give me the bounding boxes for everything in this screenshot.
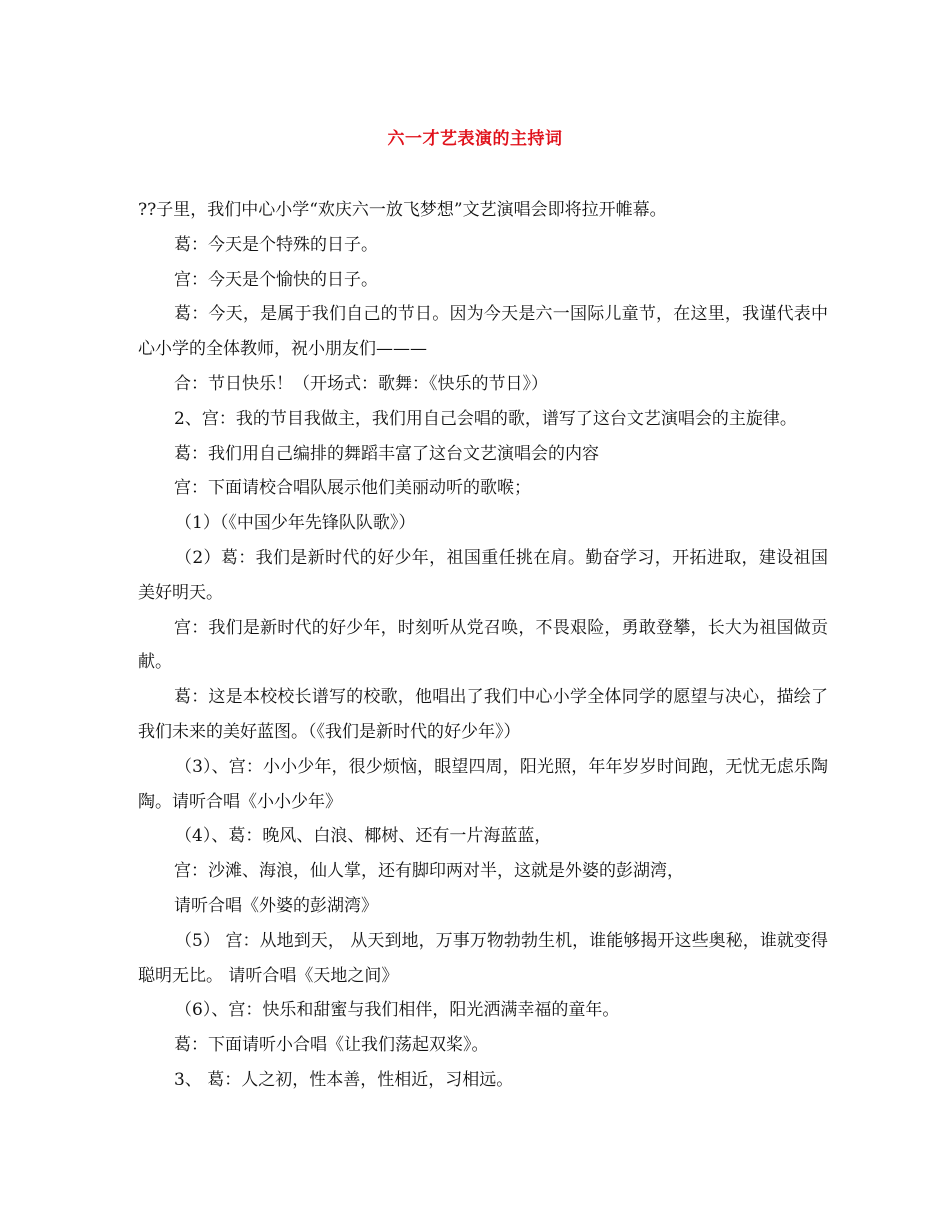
- paragraph: 葛：下面请听小合唱《让我们荡起双桨》。: [174, 1035, 489, 1056]
- document-title: 六一才艺表演的主持词: [387, 129, 563, 149]
- paragraph: 3、 葛：人之初，性本善，性相近，习相远。: [174, 1069, 514, 1090]
- paragraph: 2、宫：我的节目我做主，我们用自己会唱的歌，谱写了这台文艺演唱会的主旋律。: [174, 408, 797, 429]
- paragraph: 请听合唱《外婆的彭湖湾》: [174, 895, 378, 916]
- paragraph: （2）葛：我们是新时代的好少年，祖国重任挑在肩。勤奋学习，开拓进取，建设祖国美好明天。: [138, 547, 828, 603]
- paragraph: 葛：今天是个特殊的日子。: [174, 234, 378, 255]
- paragraph: （1）（《中国少年先锋队队歌》）: [175, 513, 416, 534]
- paragraph: 葛：我们用自己编排的舞蹈丰富了这台文艺演唱会的内容: [174, 443, 599, 464]
- paragraph: 宫：下面请校合唱队展示他们美丽动听的歌喉；: [174, 478, 531, 499]
- paragraph: （3）、宫：小小少年，很少烦恼，眼望四周，阳光照，年年岁岁时间跑，无忧无虑乐陶陶。请听合唱《小小少年》: [138, 756, 828, 812]
- paragraph: （5） 宫：从地到天， 从天到地，万事万物勃勃生机，谁能够揭开这些奥秘，谁就变得聪明无比。 请听合唱《天地之间》: [138, 930, 828, 986]
- paragraph: （4）、葛：晚风、白浪、椰树、还有一片海蓝蓝，: [175, 826, 552, 847]
- paragraph: 葛：今天，是属于我们自己的节日。因为今天是六一国际儿童节，在这里，我谨代表中心小学的全体教师，祝小朋友们———: [138, 304, 828, 360]
- paragraph: 宫：我们是新时代的好少年，时刻听从党召唤，不畏艰险，勇敢登攀，长大为祖国做贡献。: [138, 617, 828, 673]
- paragraph: 宫：沙滩、海浪，仙人掌，还有脚印两对半，这就是外婆的彭湖湾，: [174, 861, 684, 882]
- paragraph: （6）、宫：快乐和甜蜜与我们相伴，阳光洒满幸福的童年。: [175, 1000, 620, 1021]
- paragraph: 葛：这是本校校长谱写的校歌，他唱出了我们中心小学全体同学的愿望与决心，描绘了我们未来的美好蓝图。（《我们是新时代的好少年》）: [138, 687, 828, 742]
- paragraph: 合：节日快乐！（开场式：歌舞：《快乐的节日》）: [174, 373, 548, 394]
- paragraph: 宫：今天是个愉快的日子。: [174, 269, 378, 290]
- document-body: [138, 193, 828, 1098]
- paragraph: ??子里，我们中心小学“欢庆六一放飞梦想”文艺演唱会即将拉开帷幕。: [138, 200, 667, 220]
